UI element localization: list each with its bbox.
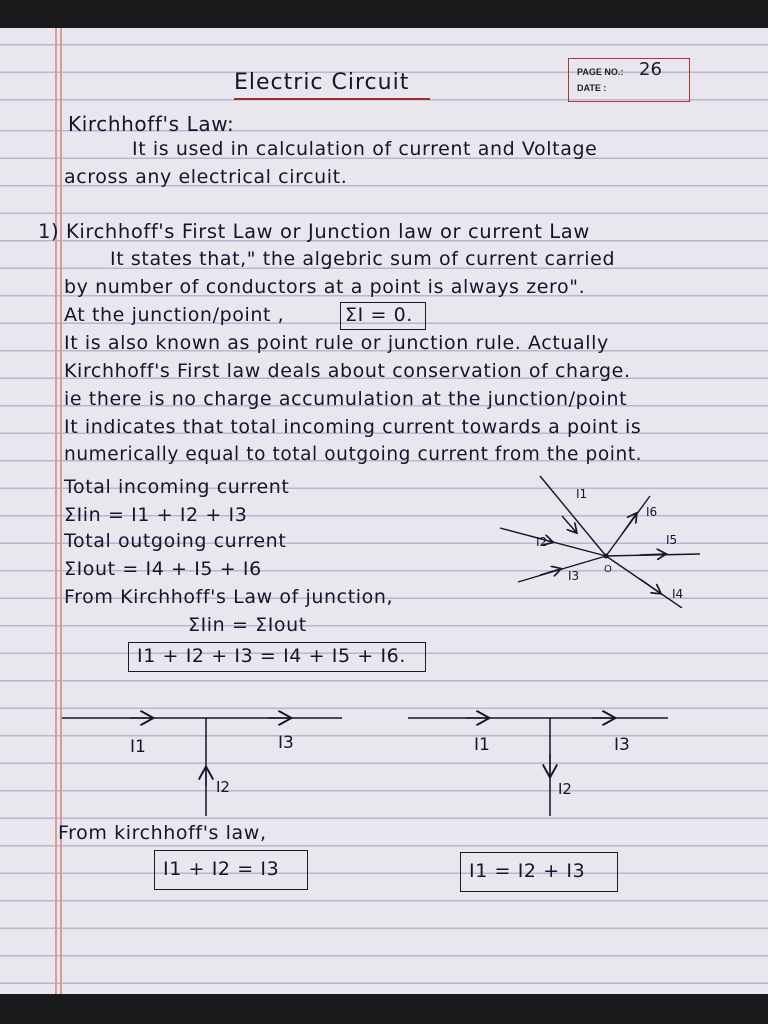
- label-i6: I6: [646, 505, 658, 519]
- junction-node: [604, 554, 609, 559]
- arrow-i3: [540, 569, 560, 575]
- margin-line: [60, 28, 62, 994]
- arrow-i4: [640, 579, 660, 593]
- label-i1: I1: [474, 735, 490, 755]
- page-no-value: 26: [639, 59, 662, 80]
- text-line: From Kirchhoff's Law of junction,: [64, 586, 394, 608]
- text-line: Kirchhoff's First law deals about conservation of charge.: [64, 360, 631, 382]
- text-line: across any electrical circuit.: [64, 166, 348, 188]
- text-line: It indicates that total incoming current towards a point is: [64, 416, 642, 438]
- wire-i1: [540, 476, 606, 556]
- formula-box-right: [460, 852, 618, 892]
- text-line: ie there is no charge accumulation at the junction/point: [64, 388, 628, 410]
- margin-line: [55, 28, 57, 994]
- wire-i3: [518, 556, 606, 582]
- heading-kirchhoffs-law: Kirchhoff's Law:: [68, 112, 235, 136]
- circuit-diagram-right: [406, 704, 672, 820]
- node-label: O: [604, 564, 612, 575]
- text-line: by number of conductors at a point is always zero".: [64, 276, 586, 298]
- arrow-i1: [562, 516, 576, 532]
- junction-diagram: [490, 468, 720, 608]
- equation-right: I1 = I2 + I3: [469, 860, 586, 882]
- label-i2: I2: [216, 778, 230, 796]
- label-i1: I1: [130, 737, 146, 757]
- text-line: It states that," the algebric sum of current carried: [110, 248, 616, 270]
- equation: ΣIout = I4 + I5 + I6: [64, 558, 262, 580]
- arrow-i5: [640, 554, 665, 555]
- title-underline: [234, 98, 430, 100]
- circuit-diagram-left: [60, 704, 350, 820]
- page-no-label: PAGE NO.:: [577, 67, 624, 77]
- text-line: At the junction/point ,: [64, 304, 285, 326]
- label-i3: I3: [568, 569, 580, 583]
- equation-boxed: I1 + I2 + I3 = I4 + I5 + I6.: [137, 645, 406, 667]
- label-i1: I1: [576, 487, 588, 501]
- text-line: It is used in calculation of current and Voltage: [132, 138, 598, 160]
- text-line: It is also known as point rule or junction rule. Actually: [64, 332, 609, 354]
- formula-sum-zero: ΣI = 0.: [345, 304, 413, 326]
- page-number-box: [568, 58, 690, 102]
- text-line: numerically equal to total outgoing current from the point.: [64, 444, 643, 465]
- label-i4: I4: [672, 587, 684, 601]
- text-line: Total incoming current: [64, 476, 290, 498]
- date-label: DATE :: [577, 83, 607, 93]
- text-line: Total outgoing current: [64, 530, 287, 552]
- wire-i2: [500, 528, 606, 556]
- formula-box-left: [154, 850, 308, 890]
- page-title: Electric Circuit: [234, 70, 410, 95]
- equation: ΣIin = I1 + I2 + I3: [64, 504, 248, 526]
- equation-left: I1 + I2 = I3: [163, 858, 280, 880]
- label-i3: I3: [614, 735, 630, 755]
- label-i2: I2: [536, 535, 548, 549]
- heading-first-law: 1) Kirchhoff's First Law or Junction law or current Law: [38, 220, 590, 243]
- formula-box: [128, 642, 426, 672]
- formula-box: [340, 302, 426, 330]
- notebook-page: [0, 28, 768, 994]
- label-i2: I2: [558, 780, 572, 798]
- label-i5: I5: [666, 533, 678, 547]
- arrow-i6: [622, 514, 636, 534]
- label-i3: I3: [278, 733, 294, 753]
- text-line: From kirchhoff's law,: [58, 822, 267, 844]
- equation: ΣIin = ΣIout: [188, 614, 307, 636]
